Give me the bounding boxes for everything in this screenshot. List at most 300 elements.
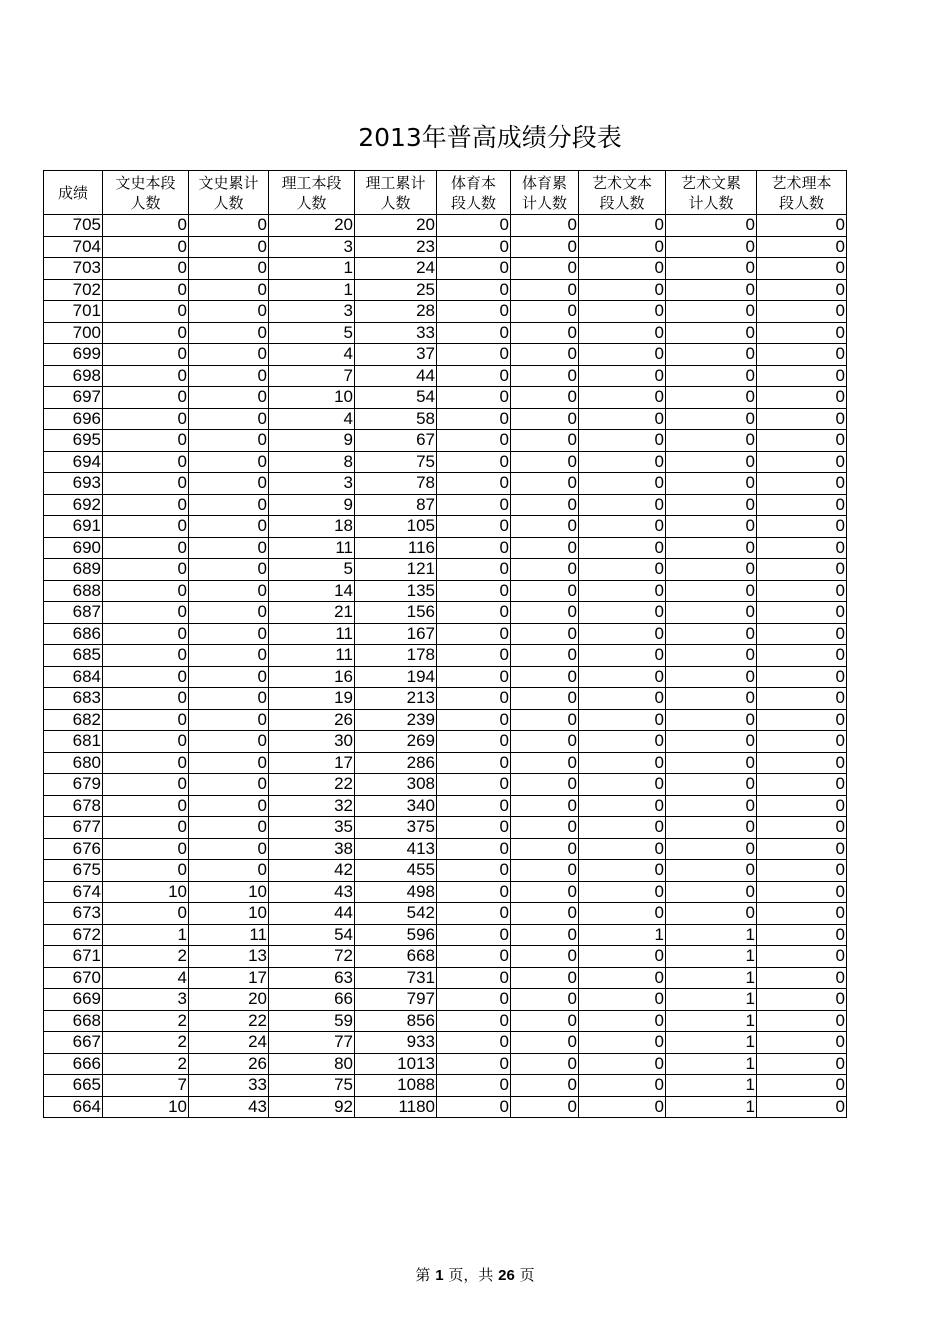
count-cell: 0 (103, 903, 189, 925)
count-cell: 0 (437, 645, 511, 667)
table-row (44, 752, 847, 774)
count-cell: 0 (511, 236, 579, 258)
column-header (44, 171, 103, 215)
count-cell: 542 (355, 903, 437, 925)
count-cell: 0 (511, 817, 579, 839)
count-cell: 33 (355, 322, 437, 344)
count-cell: 44 (355, 365, 437, 387)
count-cell: 19 (269, 688, 355, 710)
count-cell: 0 (437, 1010, 511, 1032)
score-cell: 677 (44, 817, 103, 839)
table-row (44, 817, 847, 839)
count-cell: 0 (666, 817, 757, 839)
count-cell: 0 (757, 989, 847, 1011)
score-cell: 703 (44, 258, 103, 280)
count-cell: 0 (757, 967, 847, 989)
count-cell: 731 (355, 967, 437, 989)
count-cell: 0 (437, 236, 511, 258)
column-header-line: 人数 (213, 193, 244, 212)
score-cell: 671 (44, 946, 103, 968)
table-row (44, 731, 847, 753)
count-cell: 0 (579, 838, 666, 860)
count-cell: 0 (511, 1075, 579, 1097)
page-footer (0, 1264, 950, 1285)
count-cell: 0 (437, 989, 511, 1011)
count-cell: 0 (666, 258, 757, 280)
count-cell: 498 (355, 881, 437, 903)
count-cell: 0 (103, 322, 189, 344)
count-cell: 0 (666, 473, 757, 495)
score-cell: 679 (44, 774, 103, 796)
count-cell: 0 (103, 215, 189, 237)
count-cell: 0 (437, 903, 511, 925)
score-cell: 689 (44, 559, 103, 581)
count-cell: 54 (269, 924, 355, 946)
count-cell: 0 (189, 795, 269, 817)
score-table (43, 170, 847, 1118)
count-cell: 0 (757, 451, 847, 473)
count-cell: 25 (355, 279, 437, 301)
count-cell: 156 (355, 602, 437, 624)
count-cell: 0 (189, 279, 269, 301)
count-cell: 3 (269, 473, 355, 495)
count-cell: 0 (103, 709, 189, 731)
count-cell: 213 (355, 688, 437, 710)
score-cell: 682 (44, 709, 103, 731)
footer-middle: 页，共 (448, 1266, 494, 1284)
count-cell: 0 (666, 774, 757, 796)
count-cell: 286 (355, 752, 437, 774)
count-cell: 0 (579, 1010, 666, 1032)
count-cell: 75 (355, 451, 437, 473)
count-cell: 10 (189, 903, 269, 925)
count-cell: 4 (269, 408, 355, 430)
table-row (44, 989, 847, 1011)
count-cell: 54 (355, 387, 437, 409)
count-cell: 0 (103, 365, 189, 387)
count-cell: 0 (103, 666, 189, 688)
count-cell: 0 (757, 881, 847, 903)
count-cell: 0 (757, 645, 847, 667)
count-cell: 0 (579, 860, 666, 882)
count-cell: 0 (103, 537, 189, 559)
count-cell: 0 (757, 430, 847, 452)
count-cell: 1 (666, 1075, 757, 1097)
column-header-line: 理工本段 (281, 173, 342, 192)
count-cell: 0 (511, 666, 579, 688)
count-cell: 0 (666, 322, 757, 344)
count-cell: 0 (511, 215, 579, 237)
table-row (44, 602, 847, 624)
count-cell: 0 (579, 903, 666, 925)
count-cell: 2 (103, 1053, 189, 1075)
count-cell: 16 (269, 666, 355, 688)
column-header (437, 171, 511, 215)
count-cell: 0 (437, 817, 511, 839)
count-cell: 0 (511, 451, 579, 473)
page-title: 2013年普高成绩分段表 (358, 123, 622, 152)
count-cell: 1 (579, 924, 666, 946)
count-cell: 75 (269, 1075, 355, 1097)
count-cell: 0 (666, 236, 757, 258)
count-cell: 0 (666, 387, 757, 409)
table-row (44, 1075, 847, 1097)
count-cell: 0 (757, 236, 847, 258)
count-cell: 0 (579, 215, 666, 237)
score-cell: 692 (44, 494, 103, 516)
count-cell: 0 (666, 559, 757, 581)
table-row (44, 881, 847, 903)
table-row (44, 903, 847, 925)
count-cell: 0 (437, 860, 511, 882)
count-cell: 0 (579, 301, 666, 323)
count-cell: 0 (666, 752, 757, 774)
count-cell: 0 (666, 344, 757, 366)
count-cell: 11 (269, 537, 355, 559)
count-cell: 0 (189, 580, 269, 602)
count-cell: 0 (511, 408, 579, 430)
score-cell: 691 (44, 516, 103, 538)
count-cell: 0 (757, 344, 847, 366)
count-cell: 0 (579, 516, 666, 538)
table-row (44, 795, 847, 817)
count-cell: 9 (269, 494, 355, 516)
count-cell: 239 (355, 709, 437, 731)
count-cell: 178 (355, 645, 437, 667)
count-cell: 121 (355, 559, 437, 581)
count-cell: 0 (437, 924, 511, 946)
count-cell: 1 (103, 924, 189, 946)
count-cell: 375 (355, 817, 437, 839)
score-cell: 702 (44, 279, 103, 301)
count-cell: 0 (511, 1010, 579, 1032)
score-cell: 670 (44, 967, 103, 989)
table-row (44, 924, 847, 946)
count-cell: 0 (511, 838, 579, 860)
footer-suffix: 页 (519, 1266, 535, 1284)
count-cell: 933 (355, 1032, 437, 1054)
count-cell: 0 (757, 752, 847, 774)
count-cell: 0 (437, 365, 511, 387)
column-header (103, 171, 189, 215)
table-row (44, 301, 847, 323)
score-cell: 690 (44, 537, 103, 559)
footer-prefix: 第 (415, 1266, 431, 1284)
count-cell: 0 (666, 795, 757, 817)
count-cell: 0 (437, 301, 511, 323)
column-header-line: 艺术文本 (591, 173, 652, 192)
count-cell: 0 (189, 473, 269, 495)
count-cell: 0 (757, 516, 847, 538)
count-cell: 0 (579, 752, 666, 774)
count-cell: 0 (579, 645, 666, 667)
table-row (44, 1010, 847, 1032)
count-cell: 0 (437, 1053, 511, 1075)
count-cell: 0 (437, 516, 511, 538)
count-cell: 0 (437, 967, 511, 989)
count-cell: 0 (757, 1053, 847, 1075)
count-cell: 20 (189, 989, 269, 1011)
count-cell: 0 (666, 860, 757, 882)
table-row (44, 430, 847, 452)
score-cell: 676 (44, 838, 103, 860)
count-cell: 0 (437, 666, 511, 688)
score-cell: 704 (44, 236, 103, 258)
count-cell: 0 (579, 344, 666, 366)
count-cell: 0 (757, 666, 847, 688)
count-cell: 23 (355, 236, 437, 258)
column-header-line: 文史本段 (115, 173, 176, 192)
count-cell: 0 (511, 774, 579, 796)
count-cell: 0 (437, 946, 511, 968)
count-cell: 0 (437, 344, 511, 366)
count-cell: 0 (103, 430, 189, 452)
count-cell: 0 (189, 860, 269, 882)
table-row (44, 645, 847, 667)
count-cell: 0 (757, 279, 847, 301)
count-cell: 0 (511, 1053, 579, 1075)
count-cell: 0 (511, 279, 579, 301)
count-cell: 0 (757, 860, 847, 882)
table-row (44, 666, 847, 688)
count-cell: 0 (757, 731, 847, 753)
count-cell: 0 (189, 301, 269, 323)
count-cell: 0 (666, 516, 757, 538)
count-cell: 0 (103, 494, 189, 516)
table-row (44, 494, 847, 516)
count-cell: 0 (757, 1010, 847, 1032)
count-cell: 35 (269, 817, 355, 839)
count-cell: 0 (511, 924, 579, 946)
count-cell: 1 (666, 1032, 757, 1054)
count-cell: 13 (189, 946, 269, 968)
count-cell: 0 (666, 408, 757, 430)
column-header-line: 计人数 (521, 193, 567, 212)
count-cell: 0 (666, 279, 757, 301)
count-cell: 0 (579, 387, 666, 409)
score-cell: 687 (44, 602, 103, 624)
count-cell: 26 (269, 709, 355, 731)
count-cell: 28 (355, 301, 437, 323)
score-cell: 688 (44, 580, 103, 602)
count-cell: 269 (355, 731, 437, 753)
count-cell: 58 (355, 408, 437, 430)
count-cell: 0 (666, 709, 757, 731)
score-cell: 674 (44, 881, 103, 903)
count-cell: 0 (579, 494, 666, 516)
count-cell: 0 (579, 1053, 666, 1075)
table-row (44, 1032, 847, 1054)
score-cell: 667 (44, 1032, 103, 1054)
count-cell: 72 (269, 946, 355, 968)
score-cell: 697 (44, 387, 103, 409)
count-cell: 116 (355, 537, 437, 559)
count-cell: 10 (189, 881, 269, 903)
score-cell: 672 (44, 924, 103, 946)
count-cell: 0 (757, 623, 847, 645)
count-cell: 0 (757, 903, 847, 925)
table-row (44, 408, 847, 430)
column-header (757, 171, 847, 215)
count-cell: 0 (579, 774, 666, 796)
count-cell: 44 (269, 903, 355, 925)
count-cell: 0 (666, 430, 757, 452)
count-cell: 0 (511, 752, 579, 774)
count-cell: 1 (666, 989, 757, 1011)
count-cell: 87 (355, 494, 437, 516)
count-cell: 0 (437, 215, 511, 237)
count-cell: 0 (103, 602, 189, 624)
count-cell: 0 (511, 731, 579, 753)
count-cell: 0 (103, 688, 189, 710)
count-cell: 0 (437, 279, 511, 301)
count-cell: 0 (757, 688, 847, 710)
count-cell: 0 (103, 387, 189, 409)
current-page-number: 1 (435, 1267, 444, 1284)
count-cell: 0 (579, 709, 666, 731)
count-cell: 0 (757, 322, 847, 344)
count-cell: 2 (103, 1010, 189, 1032)
count-cell: 0 (437, 688, 511, 710)
count-cell: 0 (511, 795, 579, 817)
count-cell: 0 (511, 344, 579, 366)
count-cell: 0 (579, 602, 666, 624)
count-cell: 24 (355, 258, 437, 280)
table-row (44, 1096, 847, 1118)
count-cell: 9 (269, 430, 355, 452)
count-cell: 22 (189, 1010, 269, 1032)
table-row (44, 236, 847, 258)
count-cell: 0 (666, 623, 757, 645)
count-cell: 0 (579, 946, 666, 968)
count-cell: 0 (579, 559, 666, 581)
score-cell: 666 (44, 1053, 103, 1075)
count-cell: 32 (269, 795, 355, 817)
score-cell: 700 (44, 322, 103, 344)
score-cell: 680 (44, 752, 103, 774)
count-cell: 0 (666, 451, 757, 473)
count-cell: 0 (437, 602, 511, 624)
count-cell: 0 (437, 838, 511, 860)
count-cell: 0 (189, 817, 269, 839)
count-cell: 0 (189, 516, 269, 538)
count-cell: 0 (189, 666, 269, 688)
table-body (44, 215, 847, 1118)
count-cell: 0 (757, 774, 847, 796)
count-cell: 0 (666, 365, 757, 387)
table-row (44, 967, 847, 989)
table-header (44, 171, 847, 215)
count-cell: 0 (103, 774, 189, 796)
table-row (44, 473, 847, 495)
count-cell: 0 (666, 731, 757, 753)
count-cell: 5 (269, 322, 355, 344)
column-header (511, 171, 579, 215)
count-cell: 11 (269, 645, 355, 667)
count-cell: 0 (103, 860, 189, 882)
score-cell: 685 (44, 645, 103, 667)
count-cell: 0 (189, 838, 269, 860)
count-cell: 14 (269, 580, 355, 602)
count-cell: 2 (103, 946, 189, 968)
count-cell: 0 (511, 387, 579, 409)
count-cell: 0 (189, 258, 269, 280)
score-cell: 673 (44, 903, 103, 925)
count-cell: 0 (189, 537, 269, 559)
count-cell: 0 (103, 279, 189, 301)
count-cell: 0 (579, 666, 666, 688)
count-cell: 0 (757, 301, 847, 323)
count-cell: 0 (511, 516, 579, 538)
count-cell: 0 (666, 537, 757, 559)
count-cell: 0 (511, 537, 579, 559)
count-cell: 0 (579, 688, 666, 710)
table-row (44, 516, 847, 538)
count-cell: 43 (269, 881, 355, 903)
count-cell: 0 (103, 473, 189, 495)
count-cell: 0 (103, 301, 189, 323)
count-cell: 0 (757, 408, 847, 430)
count-cell: 0 (437, 258, 511, 280)
count-cell: 21 (269, 602, 355, 624)
count-cell: 0 (757, 215, 847, 237)
header-row (44, 171, 847, 215)
count-cell: 0 (579, 989, 666, 1011)
count-cell: 3 (269, 236, 355, 258)
score-cell: 683 (44, 688, 103, 710)
count-cell: 0 (189, 688, 269, 710)
column-header-line: 成绩 (57, 183, 88, 202)
count-cell: 0 (511, 365, 579, 387)
table-row (44, 1053, 847, 1075)
count-cell: 0 (189, 559, 269, 581)
count-cell: 0 (189, 365, 269, 387)
count-cell: 67 (355, 430, 437, 452)
count-cell: 22 (269, 774, 355, 796)
table-row (44, 623, 847, 645)
count-cell: 0 (189, 344, 269, 366)
count-cell: 0 (103, 516, 189, 538)
count-cell: 0 (579, 795, 666, 817)
column-header (579, 171, 666, 215)
count-cell: 0 (437, 731, 511, 753)
score-cell: 701 (44, 301, 103, 323)
column-header-line: 艺术文累 (680, 173, 741, 192)
column-header (666, 171, 757, 215)
count-cell: 0 (437, 1032, 511, 1054)
column-header-line: 体育累 (521, 173, 567, 192)
count-cell: 105 (355, 516, 437, 538)
table-row (44, 537, 847, 559)
count-cell: 0 (511, 322, 579, 344)
count-cell: 0 (579, 623, 666, 645)
count-cell: 0 (666, 645, 757, 667)
count-cell: 0 (666, 301, 757, 323)
count-cell: 0 (437, 709, 511, 731)
count-cell: 17 (269, 752, 355, 774)
count-cell: 0 (579, 430, 666, 452)
table-row (44, 688, 847, 710)
count-cell: 0 (437, 494, 511, 516)
count-cell: 77 (269, 1032, 355, 1054)
count-cell: 0 (666, 494, 757, 516)
count-cell: 0 (103, 408, 189, 430)
count-cell: 0 (511, 645, 579, 667)
count-cell: 92 (269, 1096, 355, 1118)
count-cell: 1 (666, 1010, 757, 1032)
count-cell: 0 (579, 817, 666, 839)
count-cell: 1013 (355, 1053, 437, 1075)
